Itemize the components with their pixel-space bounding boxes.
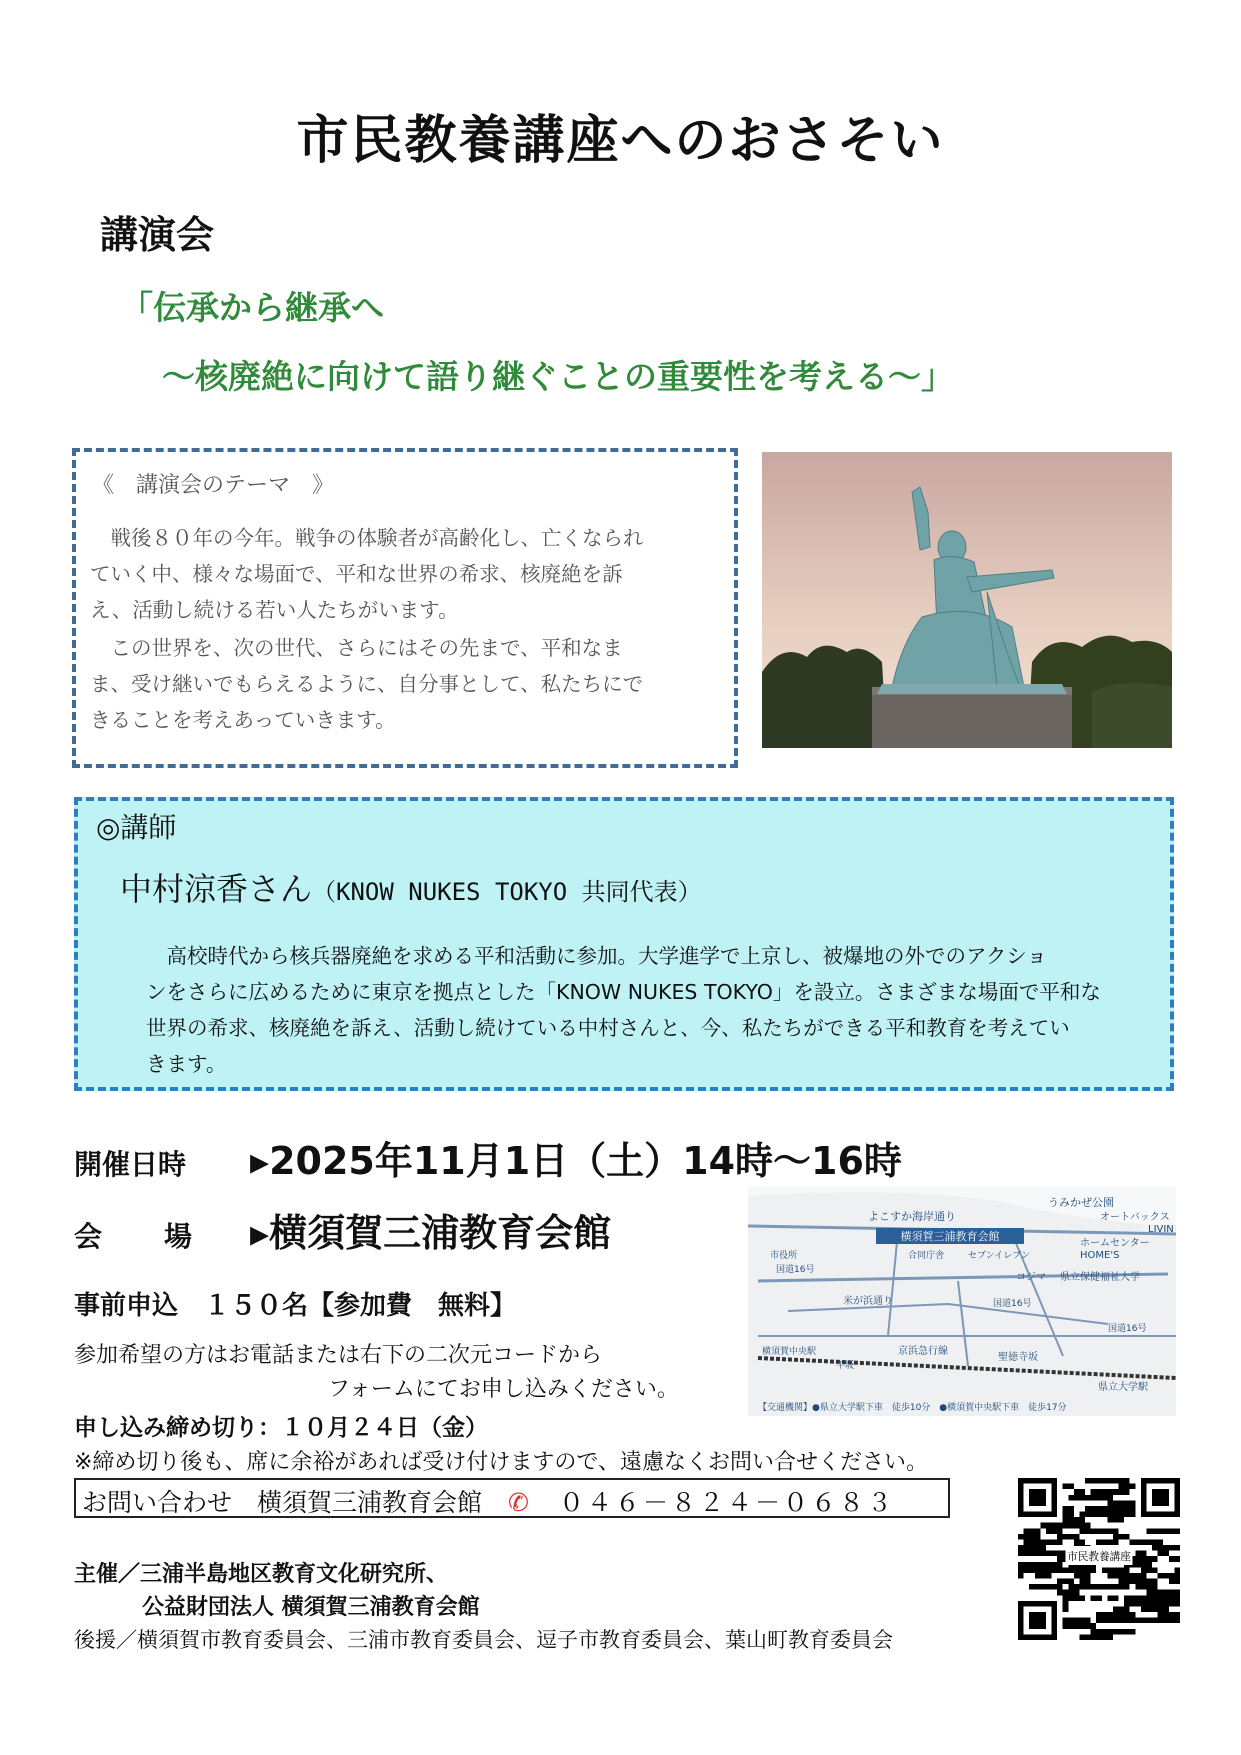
- lecturer-bio-line: きます。: [146, 1052, 227, 1076]
- theme-line: ま、受け継いでもらえるように、自分事として、私たちにで: [90, 672, 644, 696]
- contact-box: [74, 1478, 950, 1518]
- theme-heading: 《 講演会のテーマ 》: [92, 473, 335, 498]
- map-label: よこすか海岸通り: [868, 1210, 956, 1223]
- lecture-title-line1: 「伝承から継承へ: [120, 288, 384, 327]
- late-note: ※締め切り後も、席に余裕があれば受け付けますので、遠慮なくお問い合せください。: [74, 1450, 928, 1475]
- howto-line1: 参加希望の方はお電話または右下の二次元コードから: [74, 1343, 603, 1368]
- map-label: 京浜急行線: [898, 1346, 948, 1357]
- lecturer-bio-line: 高校時代から核兵器廃絶を求める平和活動に参加。大学進学で上京し、被爆地の外でのアクショ: [146, 944, 1047, 968]
- phone-number[interactable]: ０４６－８２４－０６８３: [558, 1488, 895, 1517]
- lecture-title-line2: ～核廃絶に向けて語り継ぐことの重要性を考える～」: [162, 357, 954, 396]
- theme-line: きることを考えあっていきます。: [90, 708, 396, 732]
- organizer-line2: 公益財団法人 横須賀三浦教育会館: [142, 1595, 480, 1620]
- map-label: HOME'S: [1080, 1250, 1120, 1261]
- lecturer-bio-line: 世界の希求、核廃絶を訴え、活動し続けている中村さんと、今、私たちができる平和教育を考えてい: [146, 1016, 1070, 1040]
- lecturer-name: 中村涼香さん: [120, 870, 313, 908]
- event-date-row: [74, 1130, 902, 1185]
- page-title: 市民教養講座へのおさそい: [296, 111, 945, 171]
- map-label: 国道16号: [993, 1299, 1032, 1309]
- map-label: セブンイレブン: [968, 1251, 1030, 1261]
- map-label: 横須賀三浦教育会館: [900, 1230, 1000, 1243]
- prereg-info: 事前申込 １５０名【参加費 無料】: [74, 1291, 517, 1321]
- lecturer-name-line: [120, 864, 702, 910]
- map-label: 県立保健福祉大学: [1060, 1272, 1140, 1283]
- map-label: うみかぜ公園: [1048, 1196, 1114, 1209]
- lecturer-affiliation: （KNOW NUKES TOKYO 共同代表）: [312, 878, 702, 906]
- supporters: 後援／横須賀市教育委員会、三浦市教育委員会、逗子市教育委員会、葉山町教育委員会: [74, 1628, 893, 1652]
- lecturer-bio-line: ンをさらに広めるために東京を拠点とした「KNOW NUKES TOKYO」を設立。さまざまな場面で平和な: [146, 980, 1101, 1004]
- organizer-line1: 主催／三浦半島地区教育文化研究所、: [74, 1562, 449, 1587]
- date-value: ▸2025年11月1日（土）14時～16時: [250, 1139, 902, 1183]
- map-label: 聖徳寺坂: [998, 1352, 1038, 1363]
- theme-line: ていく中、様々な場面で、平和な世界の希求、核廃絶を訴: [90, 562, 623, 586]
- map-label: オートバックス: [1100, 1212, 1170, 1223]
- map-label: LIVIN: [1148, 1224, 1174, 1235]
- qr-code[interactable]: [1018, 1478, 1180, 1640]
- map-label: コジマ: [1016, 1272, 1046, 1283]
- theme-line: この世界を、次の世代、さらにはその先まで、平和なま: [90, 636, 623, 660]
- map-label: 横須賀中央駅: [762, 1347, 817, 1357]
- map-label: 県立大学駅: [1098, 1382, 1148, 1393]
- venue-value: ▸横須賀三浦教育会館: [250, 1211, 612, 1255]
- theme-line: 戦後８０年の今年。戦争の体験者が高齢化し、亡くなられ: [90, 526, 644, 550]
- map-label: ホームセンター: [1080, 1238, 1150, 1249]
- lecturer-heading: ◎講師: [96, 811, 177, 844]
- date-label: 開催日時: [74, 1148, 187, 1181]
- map-label: 平坂: [836, 1361, 855, 1371]
- map-access: 【交通機関】●県立大学駅下車 徒歩10分 ●横須賀中央駅下車 徒歩17分: [758, 1403, 1067, 1413]
- map-label: 合同庁舎: [908, 1251, 945, 1261]
- deadline: 申し込み締め切り：１０月２４日（金）: [74, 1415, 488, 1441]
- map-label: 米が浜通り: [843, 1296, 893, 1307]
- map-label: 国道16号: [1108, 1324, 1147, 1334]
- event-venue-row: [74, 1202, 611, 1257]
- event-type-heading: 講演会: [100, 213, 215, 257]
- howto-line2: フォームにてお申し込みください。: [328, 1377, 679, 1402]
- peace-statue-photo: [762, 452, 1172, 748]
- map-label: 市役所: [770, 1251, 798, 1261]
- venue-map: [748, 1186, 1176, 1416]
- phone-icon: ✆: [508, 1488, 529, 1517]
- qr-caption: 市民教養講座: [1067, 1550, 1131, 1564]
- map-label: 国道16号: [776, 1265, 815, 1275]
- venue-label: 会 場: [74, 1220, 195, 1253]
- theme-line: え、活動し続ける若い人たちがいます。: [90, 598, 459, 622]
- contact-label: お問い合わせ 横須賀三浦教育会館: [82, 1488, 483, 1517]
